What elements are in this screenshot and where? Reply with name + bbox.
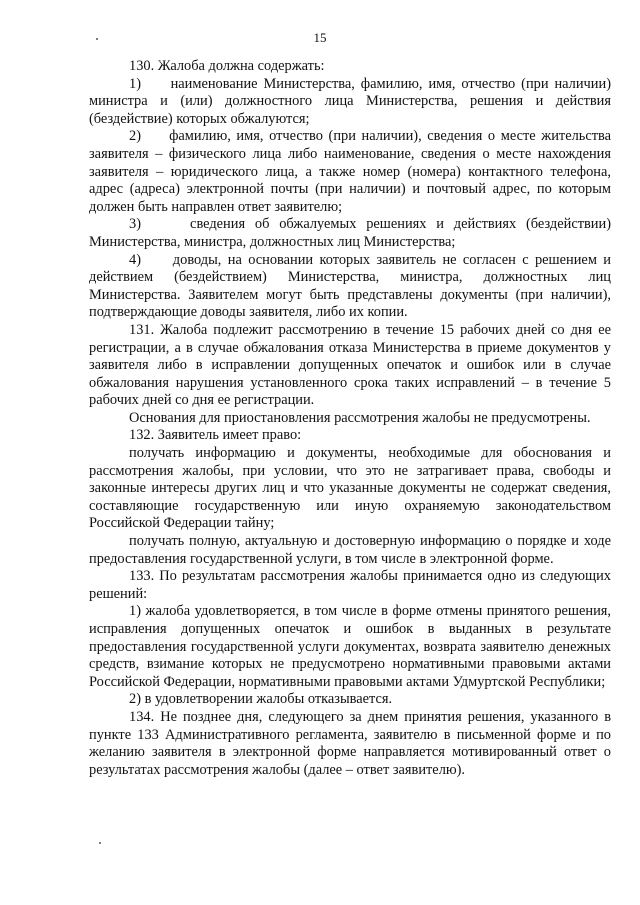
paragraph-130-item-1: 1) наименование Министерства, фамилию, имя, отчество (при наличии) министра и (или) должностного лица Министерства, решения и действия (бездействие) которых обжалуются; [89, 75, 611, 127]
page-number: 15 [313, 30, 327, 45]
paragraph-132-right-1: получать информацию и документы, необходимые для обоснования и рассмотрения жалобы, при условии, что это не затрагивает права, свободы и законные интересы других лиц и что указанные документы не содержат сведения, составляющие государственную или иную охраняемую законодательством Российской Федерации тайну; [89, 445, 611, 532]
paragraph-130-item-3: 3) сведения об обжалуемых решениях и действиях (бездействии) Министерства, министра, должностных лиц Министерства; [89, 216, 611, 250]
scan-speck [96, 38, 98, 40]
paragraph-130: 130. Жалоба должна содержать: [129, 58, 325, 74]
paragraph-132: 132. Заявитель имеет право: [129, 427, 302, 444]
paragraph-134: 134. Не позднее дня, следующего за днем принятия решения, указанного в пункте 133 Административного регламента, заявителю в письменной форме и по желанию заявителя в электронной форме направляется мотивированный ответ о результатах рассмотрения жалобы (далее – ответ заявителю). [89, 708, 611, 778]
paragraph-132-right-2: получать полную, актуальную и достоверную информацию о порядке и ходе предоставления государственной услуги, в том числе в электронной форме. [89, 533, 611, 567]
paragraph-130-item-4: 4) доводы, на основании которых заявитель не согласен с решением и действием (бездействием) Министерства, министра, должностных лиц Министерства. Заявителем могут быть представлены документы (при наличии), подтверждающие доводы заявителя, либо их копии. [89, 251, 611, 321]
paragraph-131-suspension: Основания для приостановления рассмотрения жалобы не предусмотрены. [129, 409, 591, 426]
document-body [89, 58, 611, 779]
paragraph-131: 131. Жалоба подлежит рассмотрению в течение 15 рабочих дней со дня ее регистрации, а в случае обжалования отказа Министерства в приеме документов у заявителя либо в исправлении допущенных опечаток и ошибок или в случае обжалования нарушения установленного срока таких исправлений – в течение 5 рабочих дней со дня ее регистрации. [89, 321, 611, 409]
paragraph-133-decision-1: 1) жалоба удовлетворяется, в том числе в форме отмены принятого решения, исправления допущенных опечаток и ошибок в выданных в результате предоставления государственной услуги документах, возврата заявителю денежных средств, взимание которых не предусмотрено нормативными правовыми актами Российской Федерации, нормативными правовыми актами Удмуртской Республики; [89, 603, 611, 690]
paragraph-133-decision-2: 2) в удовлетворении жалобы отказывается. [129, 691, 393, 708]
scan-speck [99, 842, 101, 844]
paragraph-133: 133. По результатам рассмотрения жалобы принимается одно из следующих решений: [89, 568, 611, 602]
paragraph-130-item-2: 2) фамилию, имя, отчество (при наличии), сведения о месте жительства заявителя – физического лица либо наименование, сведения о месте нахождения заявителя – юридического лица, а также номер (номера) контактного телефона, адрес (адреса) электронной почты (при наличии) и почтовый адрес, по которым должен быть направлен ответ заявителю; [89, 128, 611, 215]
